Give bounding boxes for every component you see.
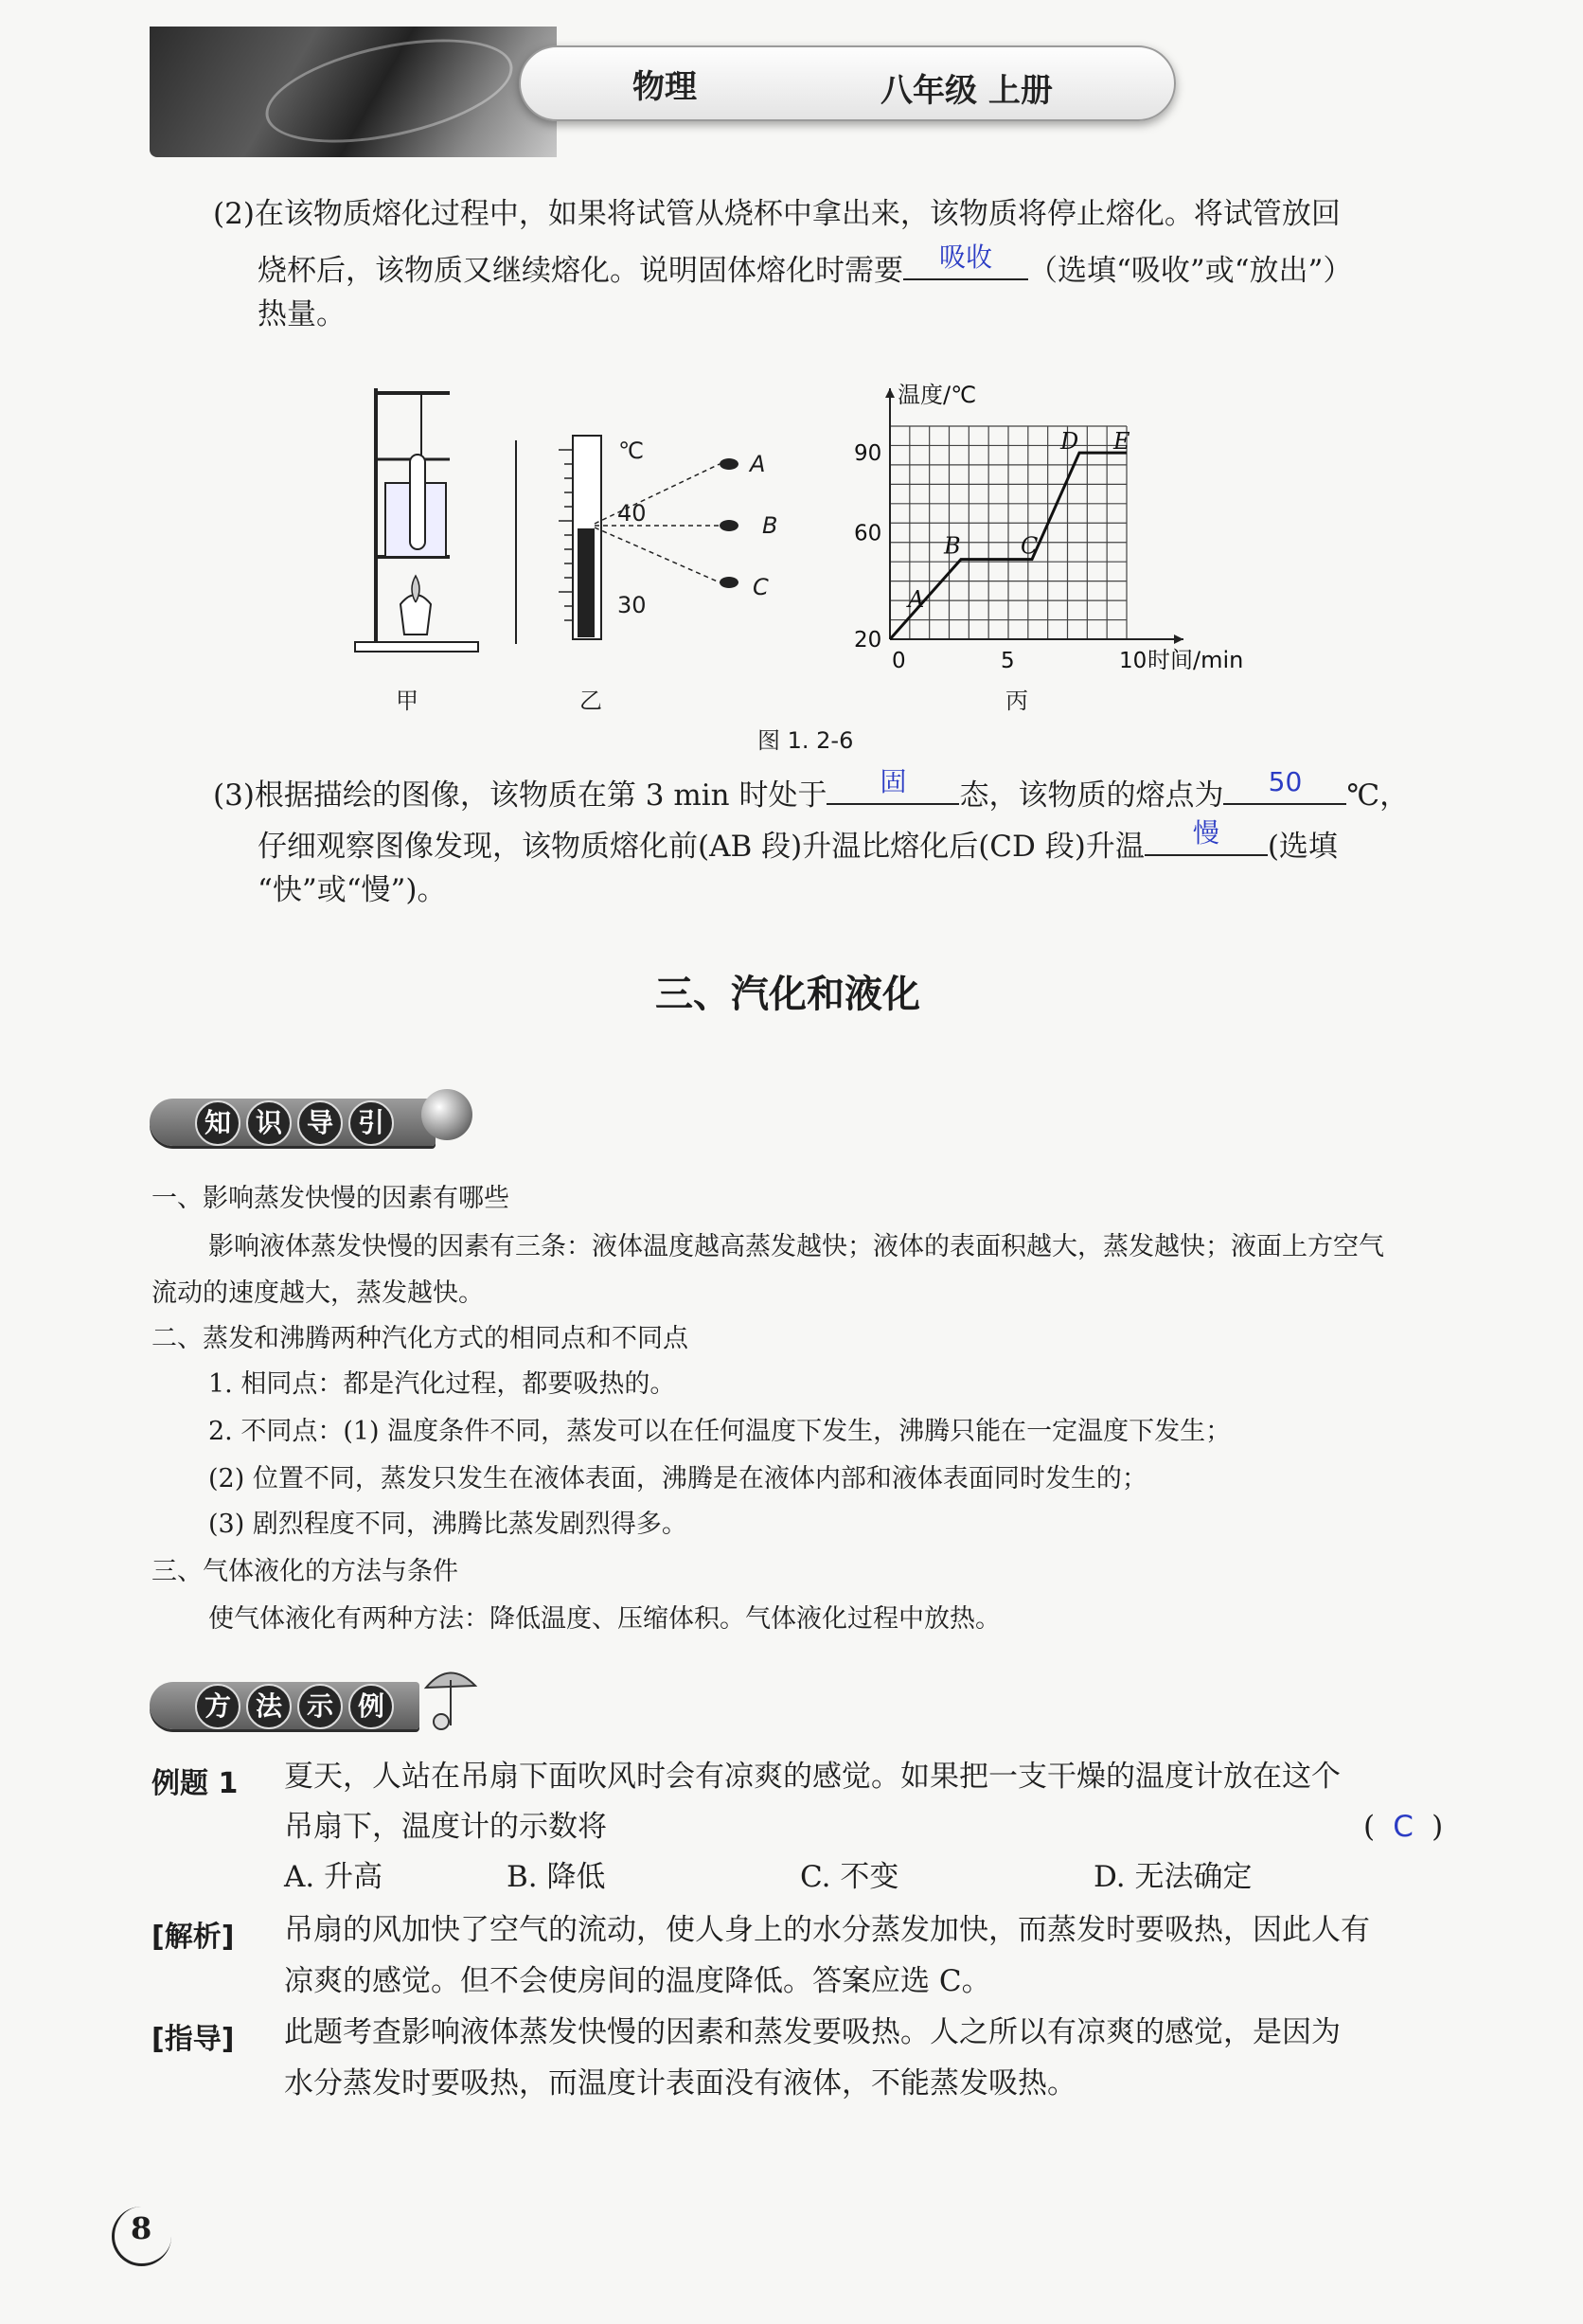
panel-label-jia: 甲 [396, 688, 418, 714]
answer-blank: 慢 [1145, 816, 1268, 856]
page-number: 8 [131, 2210, 152, 2246]
eye-label-c: C [753, 574, 769, 600]
knowledge-heading-1: 一、影响蒸发快慢的因素有哪些 [151, 1184, 509, 1213]
thermo-unit: ℃ [618, 438, 644, 464]
guide-line2: 水分蒸发时要吸热，而温度计表面没有液体，不能蒸发吸热。 [284, 2066, 1076, 2101]
guide-label: [指导] [151, 2023, 235, 2056]
answer-blank: 50 [1223, 765, 1346, 805]
question2-line1: (2)在该物质熔化过程中，如果将试管从烧杯中拿出来，该物质将停止熔化。将试管放回 [213, 197, 1341, 231]
x-tick-label: 5 [1001, 649, 1015, 673]
answer-blank [903, 241, 1028, 280]
header-title-bar [519, 45, 1176, 121]
point-label: D [1060, 428, 1079, 456]
analysis-label: [解析] [151, 1921, 235, 1954]
knowledge-text: 2. 不同点：(1) 温度条件不同，蒸发可以在任何温度下发生，沸腾只能在一定温度下发生； [208, 1417, 1232, 1446]
question3-line3: “快”或“慢”)。 [258, 873, 447, 907]
point-label: C [1021, 532, 1039, 560]
globe-icon [421, 1089, 472, 1140]
temperature-time-chart [833, 355, 1269, 687]
knowledge-text: 使气体液化有两种方法：降低温度、压缩体积。气体液化过程中放热。 [208, 1604, 1001, 1634]
answer-blank: 固 [827, 765, 959, 805]
thermo-tick-40: 40 [617, 500, 647, 527]
panel-label-bing: 丙 [1005, 688, 1028, 714]
option-a: A. 升高 [284, 1860, 383, 1894]
y-tick-label: 60 [854, 521, 882, 546]
question2-line2: 烧杯后，该物质又继续熔化。说明固体熔化时需要 吸收 （选填“吸收”或“放出”） [258, 241, 1352, 295]
section-title: 三、汽化和液化 [655, 973, 920, 1016]
knowledge-heading-2: 二、蒸发和沸腾两种汽化方式的相同点和不同点 [151, 1324, 688, 1353]
knowledge-text: 影响液体蒸发快慢的因素有三条：液体温度越高蒸发越快；液体的表面积越大，蒸发越快；液面上方空气 [208, 1232, 1384, 1261]
x-axis-arrow [1174, 635, 1183, 644]
knowledge-text: (3) 剧烈程度不同，沸腾比蒸发剧烈得多。 [208, 1510, 687, 1539]
knowledge-tag: 知 识 导 引 [150, 1099, 436, 1146]
analysis-line1: 吊扇的风加快了空气的流动，使人身上的水分蒸发加快，而蒸发时要吸热，因此人有 [284, 1913, 1370, 1947]
y-axis-arrow [885, 388, 895, 398]
grade-title: 八年级 上册 [880, 72, 1053, 110]
option-b: B. 降低 [507, 1860, 606, 1894]
example-line1: 夏天，人站在吊扇下面吹风时会有凉爽的感觉。如果把一支干燥的温度计放在这个 [284, 1760, 1341, 1794]
example-label: 例题 1 [151, 1767, 239, 1800]
knowledge-text: 1. 相同点：都是汽化过程，都要吸热的。 [208, 1369, 676, 1399]
y-axis-label: 温度/℃ [898, 382, 977, 408]
method-tag: 方 法 示 例 [150, 1682, 419, 1729]
example-answer: C [1393, 1810, 1414, 1844]
knowledge-heading-3: 三、气体液化的方法与条件 [151, 1557, 458, 1586]
knowledge-text: 流动的速度越大，蒸发越快。 [151, 1278, 484, 1308]
x-tick-label: 10 [1119, 649, 1147, 673]
y-tick-label: 90 [854, 441, 882, 467]
eye-label-b: B [762, 512, 778, 539]
figure-caption: 图 1. 2-6 [757, 727, 854, 754]
x-axis-label: 时间/min [1147, 647, 1244, 673]
example-line2: 吊扇下，温度计的示数将 [284, 1810, 607, 1844]
question3-line2: 仔细观察图像发现，该物质熔化前(AB 段)升温比熔化后(CD 段)升温 慢 (选填 [258, 817, 1338, 864]
umbrella-icon [417, 1659, 483, 1735]
point-label: A [908, 585, 925, 613]
point-label: E [1113, 428, 1130, 456]
analysis-line2: 凉爽的感觉。但不会使房间的温度降低。答案应选 C。 [284, 1964, 991, 1998]
answer-bracket: ( C ) [1363, 1802, 1443, 1851]
apparatus-figure [346, 379, 488, 658]
panel-label-yi: 乙 [579, 688, 602, 714]
question3-line1: (3)根据描绘的图像，该物质在第 3 min 时处于 固 态，该物质的熔点为 50 ℃， [213, 766, 1410, 813]
guide-line1: 此题考查影响液体蒸发快慢的因素和蒸发要吸热。人之所以有凉爽的感觉，是因为 [284, 2015, 1341, 2049]
answer-text: 吸收 [938, 241, 992, 273]
subject-title: 物理 [632, 68, 697, 106]
y-tick-label: 20 [854, 628, 882, 653]
knowledge-text: (2) 位置不同，蒸发只发生在液体表面，沸腾是在液体内部和液体表面同时发生的； [208, 1464, 1147, 1493]
thermo-tick-30: 30 [617, 592, 647, 618]
question2-line3: 热量。 [258, 297, 346, 331]
header-banner [150, 27, 557, 157]
eye-label-a: A [750, 451, 766, 477]
x-tick-label: 0 [892, 649, 906, 673]
option-c: C. 不变 [800, 1860, 899, 1894]
option-d: D. 无法确定 [1094, 1860, 1253, 1894]
point-label: B [944, 532, 961, 560]
